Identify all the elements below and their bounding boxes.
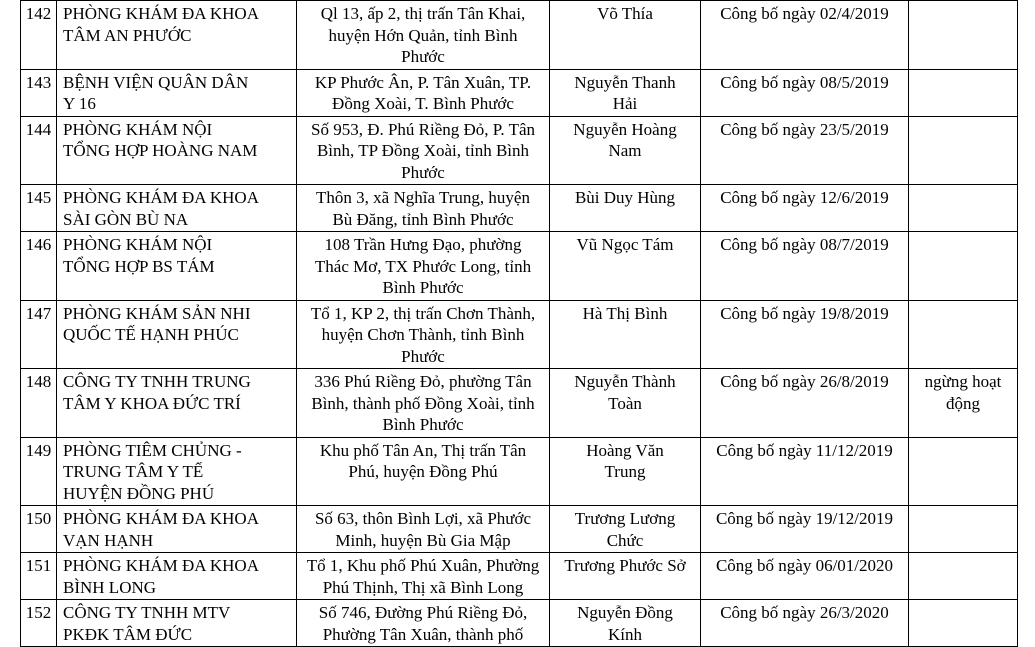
row-number: 148	[21, 369, 57, 438]
responsible-person: Nguyễn Thành Toàn	[550, 369, 701, 438]
facility-address: Ql 13, ấp 2, thị trấn Tân Khai, huyện Hớn Quản, tỉnh Bình Phước	[297, 1, 550, 70]
responsible-person: Hà Thị Bình	[550, 300, 701, 369]
status-note	[909, 1, 1018, 70]
status-note	[909, 300, 1018, 369]
facility-address: 108 Trần Hưng Đạo, phường Thác Mơ, TX Phước Long, tỉnh Bình Phước	[297, 232, 550, 301]
status-note	[909, 553, 1018, 600]
status-note	[909, 506, 1018, 553]
responsible-person: Bùi Duy Hùng	[550, 185, 701, 232]
facility-name: BỆNH VIỆN QUÂN DÂN Y 16	[57, 69, 297, 116]
facility-address: 336 Phú Riềng Đỏ, phường Tân Bình, thành phố Đồng Xoài, tỉnh Bình Phước	[297, 369, 550, 438]
facility-address: KP Phước Ân, P. Tân Xuân, TP. Đồng Xoài, T. Bình Phước	[297, 69, 550, 116]
facility-table	[20, 0, 1018, 647]
status-note	[909, 185, 1018, 232]
announcement-date: Công bố ngày 06/01/2020	[701, 553, 909, 600]
announcement-date: Công bố ngày 26/8/2019	[701, 369, 909, 438]
responsible-person: Nguyễn Hoàng Nam	[550, 116, 701, 185]
row-number: 145	[21, 185, 57, 232]
announcement-date: Công bố ngày 08/7/2019	[701, 232, 909, 301]
status-note	[909, 116, 1018, 185]
responsible-person: Nguyễn Đồng Kính	[550, 600, 701, 647]
announcement-date: Công bố ngày 26/3/2020	[701, 600, 909, 647]
row-number: 143	[21, 69, 57, 116]
facility-name: PHÒNG TIÊM CHỦNG - TRUNG TÂM Y TẾ HUYỆN ĐỒNG PHÚ	[57, 437, 297, 506]
facility-address: Số 746, Đường Phú Riềng Đỏ, Phường Tân Xuân, thành phố	[297, 600, 550, 647]
table-row	[21, 437, 1018, 506]
status-note	[909, 232, 1018, 301]
facility-address: Thôn 3, xã Nghĩa Trung, huyện Bù Đăng, tỉnh Bình Phước	[297, 185, 550, 232]
status-note: ngừng hoạt động	[909, 369, 1018, 438]
table-row	[21, 369, 1018, 438]
responsible-person: Hoàng Văn Trung	[550, 437, 701, 506]
table-row	[21, 1, 1018, 70]
facility-address: Số 953, Đ. Phú Riềng Đỏ, P. Tân Bình, TP Đồng Xoài, tỉnh Bình Phước	[297, 116, 550, 185]
row-number: 142	[21, 1, 57, 70]
announcement-date: Công bố ngày 08/5/2019	[701, 69, 909, 116]
facility-address: Tổ 1, Khu phố Phú Xuân, Phường Phú Thịnh, Thị xã Bình Long	[297, 553, 550, 600]
facility-address: Số 63, thôn Bình Lợi, xã Phước Minh, huyện Bù Gia Mập	[297, 506, 550, 553]
facility-name: PHÒNG KHÁM SẢN NHI QUỐC TẾ HẠNH PHÚC	[57, 300, 297, 369]
announcement-date: Công bố ngày 19/8/2019	[701, 300, 909, 369]
responsible-person: Trương Lương Chức	[550, 506, 701, 553]
responsible-person: Vũ Ngọc Tám	[550, 232, 701, 301]
announcement-date: Công bố ngày 11/12/2019	[701, 437, 909, 506]
facility-name: PHÒNG KHÁM ĐA KHOA SÀI GÒN BÙ NA	[57, 185, 297, 232]
facility-name: PHÒNG KHÁM NỘI TỔNG HỢP HOÀNG NAM	[57, 116, 297, 185]
facility-name: PHÒNG KHÁM ĐA KHOA VẠN HẠNH	[57, 506, 297, 553]
row-number: 147	[21, 300, 57, 369]
table-row	[21, 506, 1018, 553]
announcement-date: Công bố ngày 19/12/2019	[701, 506, 909, 553]
facility-table-body	[21, 1, 1018, 647]
facility-name: CÔNG TY TNHH TRUNG TÂM Y KHOA ĐỨC TRÍ	[57, 369, 297, 438]
announcement-date: Công bố ngày 02/4/2019	[701, 1, 909, 70]
facility-address: Khu phố Tân An, Thị trấn Tân Phú, huyện Đồng Phú	[297, 437, 550, 506]
facility-name: PHÒNG KHÁM ĐA KHOA TÂM AN PHƯỚC	[57, 1, 297, 70]
row-number: 146	[21, 232, 57, 301]
table-row	[21, 185, 1018, 232]
row-number: 150	[21, 506, 57, 553]
row-number: 151	[21, 553, 57, 600]
announcement-date: Công bố ngày 12/6/2019	[701, 185, 909, 232]
facility-address: Tổ 1, KP 2, thị trấn Chơn Thành, huyện Chơn Thành, tỉnh Bình Phước	[297, 300, 550, 369]
responsible-person: Trương Phước Sở	[550, 553, 701, 600]
responsible-person: Nguyễn Thanh Hải	[550, 69, 701, 116]
facility-name: PHÒNG KHÁM ĐA KHOA BÌNH LONG	[57, 553, 297, 600]
announcement-date: Công bố ngày 23/5/2019	[701, 116, 909, 185]
table-row	[21, 232, 1018, 301]
responsible-person: Võ Thía	[550, 1, 701, 70]
table-row	[21, 600, 1018, 647]
table-row	[21, 116, 1018, 185]
table-row	[21, 300, 1018, 369]
status-note	[909, 69, 1018, 116]
table-row	[21, 69, 1018, 116]
status-note	[909, 437, 1018, 506]
row-number: 149	[21, 437, 57, 506]
facility-name: CÔNG TY TNHH MTV PKĐK TÂM ĐỨC	[57, 600, 297, 647]
table-row	[21, 553, 1018, 600]
row-number: 144	[21, 116, 57, 185]
row-number: 152	[21, 600, 57, 647]
facility-name: PHÒNG KHÁM NỘI TỔNG HỢP BS TÁM	[57, 232, 297, 301]
status-note	[909, 600, 1018, 647]
